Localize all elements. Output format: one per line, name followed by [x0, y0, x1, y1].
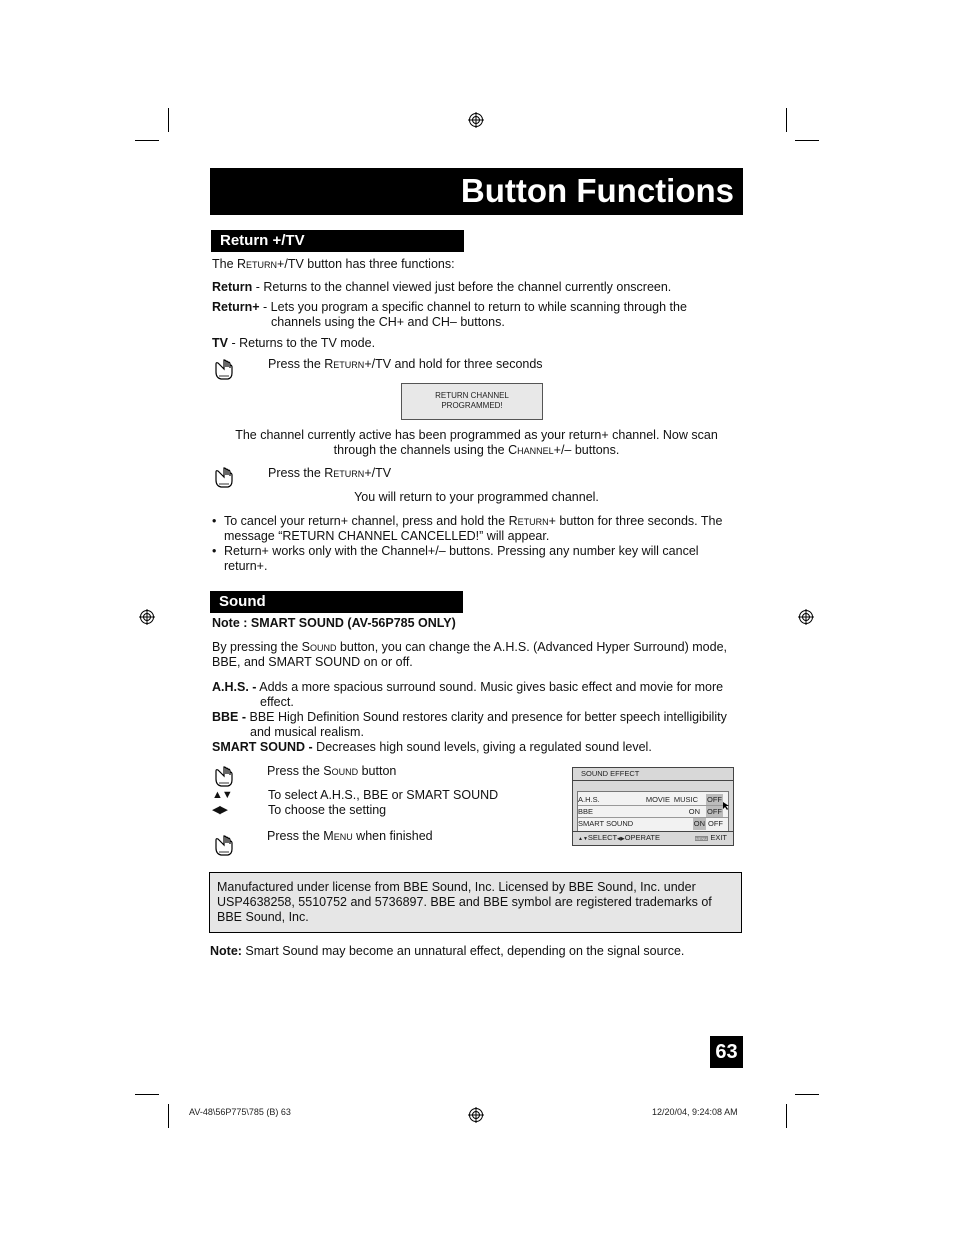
return-note-line2: through the channels using the Channel+/– buttons.: [333, 443, 620, 457]
osd-option-selected: OFF: [707, 807, 722, 816]
ahs-definition-cont: effect.: [260, 695, 294, 709]
sound-intro-line2: BBE, and SMART SOUND on or off.: [212, 655, 413, 669]
sound-note: Note : SMART SOUND (AV-56P785 ONLY): [212, 616, 456, 630]
bbe-definition-cont: and musical realism.: [250, 725, 364, 739]
hand-press-icon: [212, 466, 236, 490]
return-intro: The Return+/TV button has three functions:: [212, 257, 455, 271]
bullet1-line2: message “RETURN CHANNEL CANCELLED!” will appear.: [224, 529, 550, 543]
bullet2-line1: Return+ works only with the Channel+/– buttons. Pressing any number key will cancel: [224, 544, 699, 558]
osd-line: RETURN CHANNEL: [435, 391, 509, 400]
return-step1: Press the Return+/TV and hold for three seconds: [268, 357, 543, 371]
crop-mark: [168, 1104, 169, 1128]
bbe-definition: BBE - BBE High Definition Sound restores clarity and presence for better speech intelligibility: [212, 710, 727, 724]
return-step2-result: You will return to your programmed channel.: [354, 490, 599, 504]
crop-mark: [786, 108, 787, 132]
smart-sound-definition: SMART SOUND - Decreases high sound levels, giving a regulated sound level.: [212, 740, 652, 754]
registration-mark-icon: [468, 1107, 484, 1123]
hand-press-icon: [212, 765, 236, 789]
osd-row-label: SMART SOUND: [578, 819, 634, 828]
page-title: Button Functions: [460, 172, 734, 209]
crop-mark: [786, 1104, 787, 1128]
osd-divider: [573, 780, 733, 781]
osd-footer-exit: MENU EXIT: [695, 833, 727, 842]
return-step2: Press the Return+/TV: [268, 466, 392, 480]
crop-mark: [168, 108, 169, 132]
osd-row-smart-sound: [578, 818, 728, 830]
return-definition: Return - Returns to the channel viewed just before the channel currently onscreen.: [212, 280, 672, 294]
osd-option: MOVIE: [645, 795, 670, 804]
registration-mark-icon: [798, 609, 814, 625]
crop-mark: [135, 1094, 159, 1095]
footer-timestamp: 12/20/04, 9:24:08 AM: [652, 1107, 738, 1117]
bullet-symbol: •: [212, 544, 217, 558]
osd-option-selected: ON: [693, 819, 705, 828]
osd-footer-select: ▲▼SELECT: [578, 833, 618, 842]
sound-effect-osd: [572, 767, 734, 846]
registration-mark-icon: [468, 112, 484, 128]
section-heading-sound: Sound: [210, 591, 463, 613]
osd-option: OFF: [708, 819, 723, 828]
crop-mark: [135, 140, 159, 141]
section-heading-return: Return +/TV: [211, 230, 464, 252]
left-right-arrows-icon: ◀▶: [212, 804, 227, 816]
crop-mark: [795, 1094, 819, 1095]
sound-step4: Press the Menu when finished: [267, 829, 433, 843]
bullet1-line1: To cancel your return+ channel, press and hold the Return+ button for three seconds. The: [224, 514, 723, 528]
title-banner: [210, 168, 743, 215]
cursor-icon: [722, 802, 730, 810]
tv-definition: TV - Returns to the TV mode.: [212, 336, 376, 350]
osd-option: MUSIC: [673, 795, 698, 804]
bullet-symbol: •: [212, 514, 217, 528]
bullet2-line2: return+.: [224, 559, 268, 573]
footer-file-info: AV-48\56P775\785 (B) 63: [189, 1107, 291, 1117]
returnplus-definition: Return+ - Lets you program a specific channel to return to while scanning through the: [212, 300, 687, 314]
sound-step1: Press the Sound button: [267, 764, 397, 778]
return-programmed-osd: [401, 383, 543, 420]
license-line: Manufactured under license from BBE Sound, Inc. Licensed by BBE Sound, Inc. under: [217, 880, 696, 894]
registration-mark-icon: [139, 609, 155, 625]
osd-footer-operate: ◀▶OPERATE: [617, 833, 660, 842]
license-line: BBE Sound, Inc.: [217, 910, 309, 924]
ahs-definition: A.H.S. - Adds a more spacious surround sound. Music gives basic effect and movie for more: [212, 680, 724, 694]
osd-line: PROGRAMMED!: [441, 401, 503, 410]
sound-intro-line1: By pressing the Sound button, you can change the A.H.S. (Advanced Hyper Surround) mode,: [212, 640, 727, 654]
osd-option-selected: OFF: [707, 795, 722, 804]
osd-row-label: BBE: [578, 807, 594, 816]
crop-mark: [795, 140, 819, 141]
osd-option: ON: [688, 807, 700, 816]
return-note-line1: The channel currently active has been programmed as your return+ channel. Now scan: [235, 428, 718, 442]
osd-row-label: A.H.S.: [578, 795, 600, 804]
sound-step2: To select A.H.S., BBE or SMART SOUND: [268, 788, 499, 802]
hand-press-icon: [212, 834, 236, 858]
bbe-license-box: [209, 872, 742, 933]
osd-title: SOUND EFFECT: [581, 769, 640, 778]
returnplus-definition-cont: channels using the CH+ and CH– buttons.: [271, 315, 505, 329]
up-down-arrows-icon: ▲▼: [212, 789, 232, 801]
bottom-note: Note: Smart Sound may become an unnatural effect, depending on the signal source.: [210, 944, 685, 958]
hand-press-icon: [212, 358, 236, 382]
page-number: 63: [710, 1036, 743, 1068]
sound-step3: To choose the setting: [268, 803, 387, 817]
license-line: USP4638258, 5510752 and 5736897. BBE and BBE symbol are registered trademarks of: [217, 895, 712, 909]
